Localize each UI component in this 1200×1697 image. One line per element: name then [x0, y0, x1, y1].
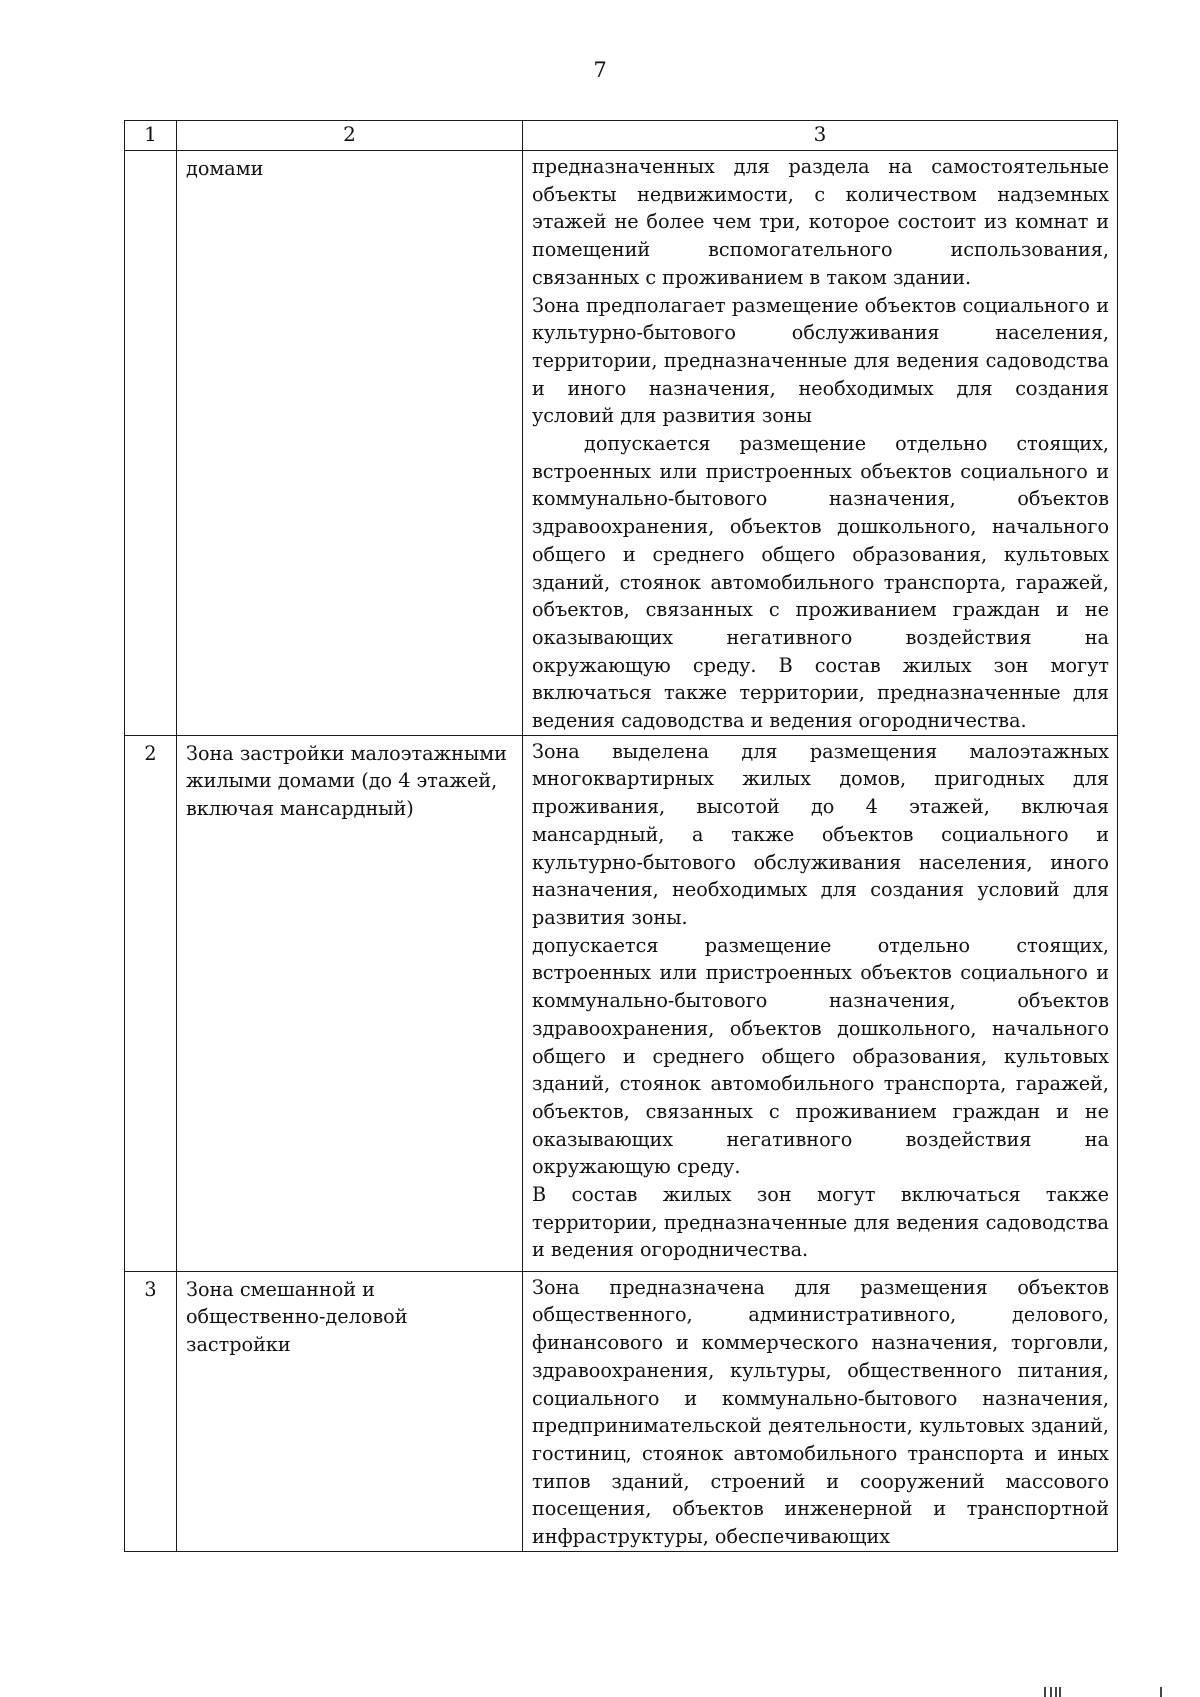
description-paragraph: Зона выделена для размещения малоэтажных многоквартирных жилых домов, пригодных для проживания, высотой до 4 этажей, включая мансардный, а также объектов социального и культурно-бытового обслуживания населения, иного назначения, необходимых для создания условий для развития зоны. [532, 739, 1109, 929]
header-cell-2: 2 [177, 121, 523, 151]
table-row [125, 735, 1118, 1271]
page-number: 7 [593, 58, 607, 82]
description-paragraph: предназначенных для раздела на самостоятельные объекты недвижимости, с количеством надземных этажей не более чем три, которое состоит из комнат и помещений вспомогательного использования, связанных с проживанием в таком здании. [532, 155, 1109, 289]
description-paragraph: Зона предполагает размещение объектов социального и культурно-бытового обслуживания населения, территории, предназначенные для ведения садоводства и иного назначения, необходимых для создания условий для развития зоны [532, 293, 1109, 428]
zone-name: домами [177, 151, 523, 736]
row-number: 3 [125, 1271, 177, 1551]
table-row [125, 151, 1118, 736]
zones-table [124, 120, 1118, 1552]
row-number: 2 [125, 735, 177, 1271]
zone-description [523, 151, 1118, 736]
header-cell-3: 3 [523, 121, 1118, 151]
scan-marks [1044, 1685, 1164, 1697]
description-paragraph: Зона предназначена для размещения объектов общественного, административного, делового, финансового и коммерческого назначения, торговли, здравоохранения, культуры, общественного питания, социального и коммунально-бытового назначения, предпринимательской деятельности, культовых зданий, гостиниц, стоянок автомобильного транспорта и иных типов зданий, строений и сооружений массового посещения, объектов инженерной и транспортной инфраструктуры, обеспечивающих [532, 1275, 1109, 1549]
description-paragraph: допускается размещение отдельно стоящих, встроенных или пристроенных объектов социального и коммунально-бытового назначения, объектов здравоохранения, объектов дошкольного, начального общего и среднего общего образования, культовых зданий, стоянок автомобильного транспорта, гаражей, объектов, связанных с проживанием граждан и не оказывающих негативного воздействия на окружающую среду. В состав жилых зон могут включаться также территории, предназначенные для ведения садоводства и ведения огородничества. [532, 432, 1109, 733]
header-cell-1: 1 [125, 121, 177, 151]
row-number [125, 151, 177, 736]
table-header-row [125, 121, 1118, 151]
zone-description [523, 735, 1118, 1271]
zone-name: Зона застройки малоэтажными жилыми домами (до 4 этажей, включая мансардный) [177, 735, 523, 1271]
zone-description [523, 1271, 1118, 1551]
description-paragraph: допускается размещение отдельно стоящих, встроенных или пристроенных объектов социального и коммунально-бытового назначения, объектов здравоохранения, объектов дошкольного, начального общего и среднего общего образования, культовых зданий, стоянок автомобильного транспорта, гаражей, объектов, связанных с проживанием граждан и не оказывающих негативного воздействия на окружающую среду. [532, 933, 1109, 1179]
description-paragraph: В состав жилых зон могут включаться также территории, предназначенные для ведения садоводства и ведения огородничества. [532, 1183, 1109, 1262]
zone-name: Зона смешанной и общественно-деловой застройки [177, 1271, 523, 1551]
table-row [125, 1271, 1118, 1551]
